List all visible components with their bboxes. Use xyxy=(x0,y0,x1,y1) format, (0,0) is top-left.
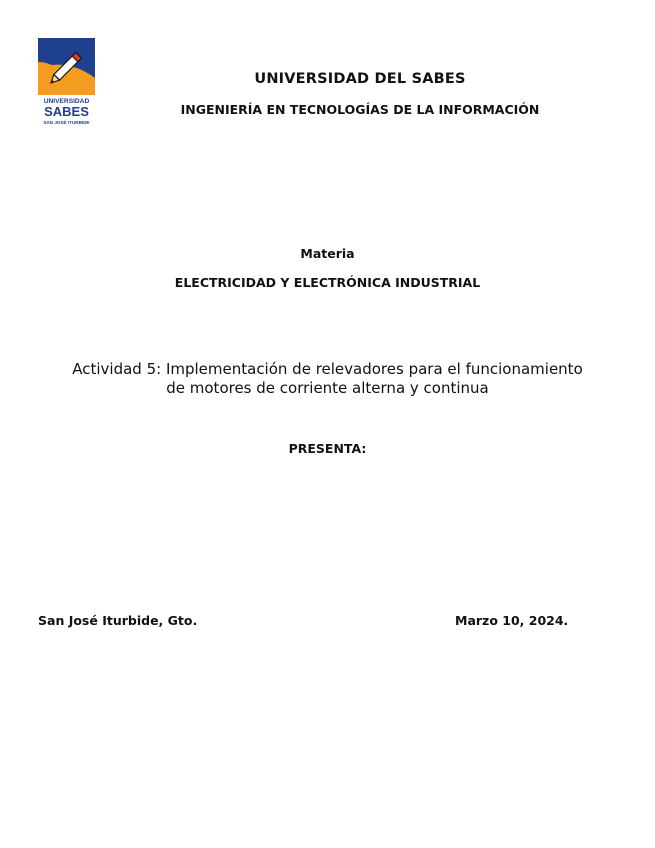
university-logo xyxy=(38,38,95,126)
presenta-label: PRESENTA: xyxy=(288,441,367,456)
university-name: UNIVERSIDAD DEL SABES xyxy=(254,71,466,87)
pencil-logo-icon xyxy=(38,38,95,126)
subject-name: ELECTRICIDAD Y ELECTRÓNICA INDUSTRIAL xyxy=(174,275,481,290)
career-name: INGENIERÍA EN TECNOLOGÍAS DE LA INFORMACIÓN xyxy=(180,102,540,117)
date-text: Marzo 10, 2024. xyxy=(455,613,569,628)
logo-line-3: SAN JOSÉ ITURBIDE xyxy=(43,120,90,125)
logo-line-1: UNIVERSIDAD xyxy=(43,98,90,105)
activity-title-line-2: de motores de corriente alterna y continua xyxy=(166,379,489,397)
logo-line-2: SABES xyxy=(44,104,89,119)
activity-title xyxy=(30,360,625,398)
activity-title-line-1: Actividad 5: Implementación de relevadores para el funcionamiento xyxy=(72,360,583,378)
place-text: San José Iturbide, Gto. xyxy=(38,613,198,628)
subject-label: Materia xyxy=(300,246,355,261)
